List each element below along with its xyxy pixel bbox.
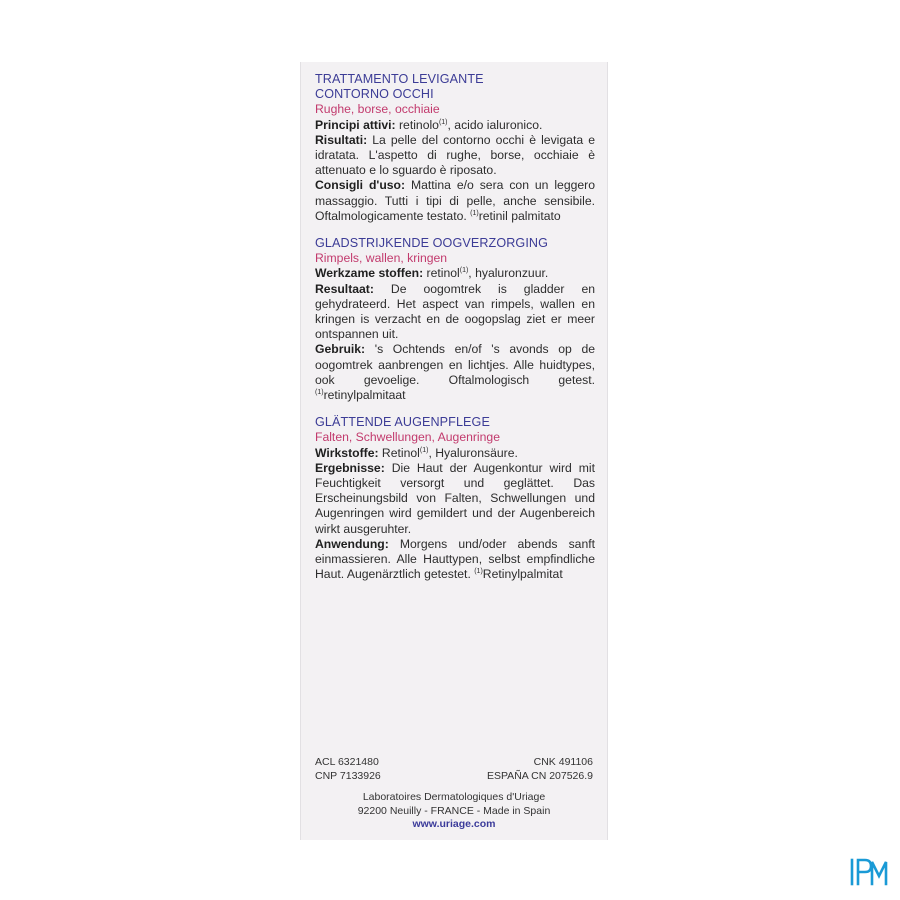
ipm-logo-icon xyxy=(848,856,892,888)
footnote-marker: (1) xyxy=(419,446,429,454)
section-subtitle: Rughe, borse, occhiaie xyxy=(315,102,440,117)
title-line: TRATTAMENTO LEVIGANTE xyxy=(315,72,484,86)
company-url: www.uriage.com xyxy=(412,818,496,830)
paragraph-label: Gebruik: xyxy=(315,342,366,357)
paragraph xyxy=(315,266,595,281)
paragraph xyxy=(315,178,595,224)
section-title xyxy=(315,72,595,102)
paragraph xyxy=(315,282,595,343)
section-title xyxy=(315,236,595,251)
cnk-code: CNK 491106 xyxy=(533,756,593,768)
footnote-marker: (1) xyxy=(470,209,479,217)
paragraph-text: Morgens und/oder abends sanft einmassieren. Alle Hauttypen, selbst empfindliche Haut. Augenärztlich getestet. $^{(1)}$Retinylpalmitat xyxy=(315,536,595,582)
paragraph-text: Die Haut der Augenkontur wird mit Feuchtigkeit versorgt und geglättet. Das Erscheinungsbild von Falten, Schwellungen und Augenringen wird gemildert und der Augenbereich wirkt ausgeruhter. xyxy=(315,460,595,536)
footnote-marker: (1) xyxy=(459,267,469,275)
paragraph xyxy=(315,342,595,403)
paragraph-text: retinol$^{(1)}$, hyaluronzuur. xyxy=(423,266,549,281)
codes-row xyxy=(315,770,593,784)
title-line: GLÄTTENDE AUGENPFLEGE xyxy=(315,415,490,430)
paragraph xyxy=(315,133,595,179)
footnote-marker: (1) xyxy=(315,389,324,396)
title-line: GLADSTRIJKENDE OOGVERZORGING xyxy=(315,236,549,251)
footnote-marker: (1) xyxy=(438,118,448,126)
label-text-block xyxy=(315,72,595,595)
paragraph xyxy=(315,537,595,583)
acl-code: ACL 6321480 xyxy=(315,756,379,768)
paragraph-label: Principi attivi: xyxy=(315,117,396,132)
paragraph-text: Mattina e/o sera con un leggero massaggio. Tutti i tipi di pelle, anche sensibile. Oftalmologicamente testato. $^{(1)}$retinil palmitato xyxy=(315,178,596,223)
title-line: CONTORNO OCCHI xyxy=(315,87,434,102)
paragraph-label: Werkzame stoffen: xyxy=(315,266,424,281)
paragraph-text: 's Ochtends en/of 's avonds op de oogomtrek aanbrengen en lichtjes. Alle huidtypes, ook gevoelige. Oftalmologisch getest. $^{(1)}$retinylpalmitaat xyxy=(315,342,595,403)
paragraph-text: retinolo$^{(1)}$, acido ialuronico. xyxy=(395,117,543,132)
paragraph-label: Consigli d'uso: xyxy=(315,178,406,193)
product-label-panel xyxy=(300,62,608,840)
paragraph-label: Wirkstoffe: xyxy=(315,445,379,460)
paragraph-text: De oogomtrek is gladder en gehydrateerd. Het aspect van rimpels, wallen en kringen is verzacht en de oogopslag ziet er meer ontspannen uit. xyxy=(315,281,595,342)
company-info xyxy=(315,791,593,832)
product-codes xyxy=(315,756,593,783)
footnote-marker: (1) xyxy=(474,568,483,576)
paragraph-label: Anwendung: xyxy=(315,536,389,551)
company-name: Laboratoires Dermatologiques d'Uriage xyxy=(362,791,546,803)
section-title xyxy=(315,415,595,430)
paragraph xyxy=(315,446,595,461)
paragraph-text: Retinol$^{(1)}$, Hyaluronsäure. xyxy=(378,445,518,460)
paragraph-label: Ergebnisse: xyxy=(315,460,385,475)
cnp-code: CNP 7133926 xyxy=(315,769,381,782)
section-subtitle: Rimpels, wallen, kringen xyxy=(315,251,448,266)
paragraph xyxy=(315,118,595,133)
section-dutch xyxy=(315,236,595,403)
paragraph xyxy=(315,461,595,537)
paragraph-label: Resultaat: xyxy=(315,281,374,296)
company-address: 92200 Neuilly - FRANCE - Made in Spain xyxy=(357,804,551,817)
section-german xyxy=(315,415,595,582)
paragraph-label: Risultati: xyxy=(315,132,368,147)
section-italian xyxy=(315,72,595,224)
espana-code: ESPAÑA CN 207526.9 xyxy=(486,769,593,782)
paragraph-text: La pelle del contorno occhi è levigata e idratata. L'aspetto di rughe, borse, occhiaie è attenuato e lo sguardo è riposato. xyxy=(315,132,595,178)
codes-row xyxy=(315,756,593,770)
section-subtitle: Falten, Schwellungen, Augenringe xyxy=(315,430,500,445)
ipm-watermark-logo xyxy=(848,856,892,888)
